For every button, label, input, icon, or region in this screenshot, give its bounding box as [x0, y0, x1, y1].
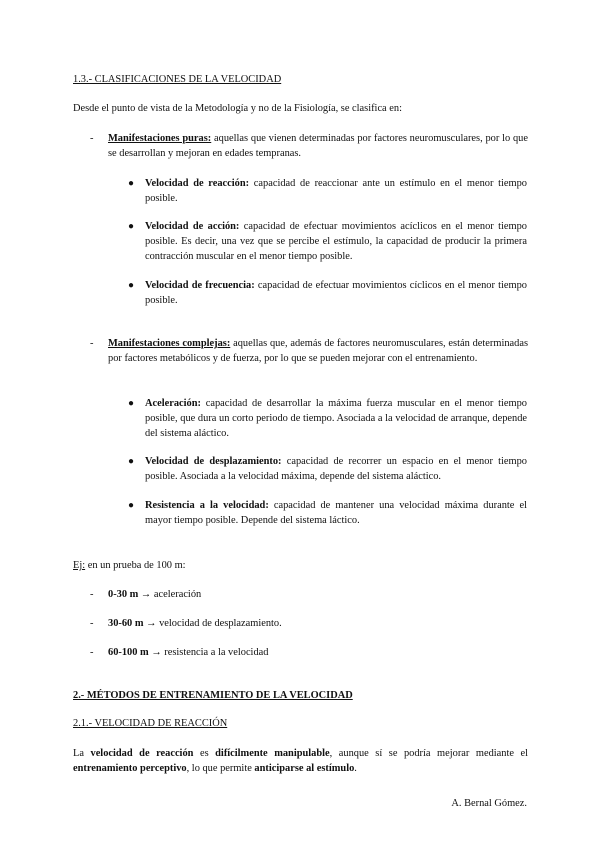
example-row [108, 587, 201, 602]
example-range: 0-30 m [108, 589, 139, 600]
section-title-2-1: 2.1.- VELOCIDAD DE REACCIÓN [73, 718, 228, 729]
example-text: en un prueba de 100 m: [85, 560, 186, 571]
manifestaciones-complejas-label: Manifestaciones complejas: [108, 338, 231, 349]
item-label: Velocidad de acción: [145, 221, 240, 232]
item-text: capacidad de desarrollar la máxima fuerza muscular en el menor tiempo posible, que dura un corto periodo de tiempo. Asociada a la velocidad de arranque, depende del sistema aláctico. [145, 398, 527, 439]
section-title-1-3: 1.3.- CLASIFICACIONES DE LA VELOCIDAD [73, 74, 282, 85]
dash-marker: - [90, 589, 94, 600]
intro-paragraph: Desde el punto de vista de la Metodología y no de la Fisiología, se clasifica en: [73, 103, 402, 114]
bold-run: velocidad de reacción [90, 748, 194, 759]
text-run: es [193, 748, 216, 759]
list-item [145, 219, 527, 264]
bullet-icon: ● [128, 456, 135, 467]
item-label: Velocidad de desplazamiento: [145, 456, 282, 467]
example-row [108, 645, 268, 660]
item-label: Resistencia a la velocidad: [145, 500, 269, 511]
manifestaciones-complejas [108, 336, 528, 366]
item-text: capacidad de mantener una velocidad máxima durante el mayor tiempo posible. Depende del sistema láctico. [145, 500, 527, 526]
example-row-text: aceleración [151, 589, 202, 600]
list-item [145, 278, 527, 308]
section-title-2: 2.- MÉTODOS DE ENTRENAMIENTO DE LA VELOCIDAD [73, 690, 353, 701]
text-run: La [73, 748, 91, 759]
arrow-right-icon: → [151, 647, 162, 658]
example-row [108, 616, 282, 631]
manifestaciones-puras-label: Manifestaciones puras: [108, 133, 212, 144]
dash-marker: - [90, 338, 94, 349]
list-item [145, 498, 527, 528]
section-2-1-paragraph [73, 746, 528, 776]
bullet-icon: ● [128, 221, 135, 232]
list-item [145, 454, 527, 484]
example-label: Ej: [73, 560, 86, 571]
bold-run: anticiparse al estímulo [254, 763, 355, 774]
item-text: capacidad de efectuar movimientos cíclicos en el menor tiempo posible. [145, 280, 528, 306]
dash-marker: - [90, 618, 94, 629]
bullet-icon: ● [128, 398, 135, 409]
item-label: Velocidad de frecuencia: [145, 280, 255, 291]
list-item [145, 176, 527, 206]
arrow-right-icon: → [140, 589, 152, 600]
item-label: Aceleración: [145, 398, 201, 409]
manifestaciones-puras [108, 131, 528, 161]
text-run: . [354, 763, 357, 774]
bold-run: difícilmente manipulable [215, 748, 330, 759]
example-range: 60-100 m [108, 647, 149, 658]
bold-run: entrenamiento perceptivo [73, 763, 187, 774]
example-row-text: resistencia a la velocidad [161, 647, 269, 658]
example-intro [73, 558, 186, 573]
item-text: capacidad de reaccionar ante un estímulo en el menor tiempo posible. [145, 178, 527, 204]
arrow-right-icon: → [146, 618, 157, 629]
example-range: 30-60 m [108, 618, 144, 629]
list-item [145, 396, 527, 441]
text-run: , lo que permite [186, 763, 255, 774]
item-text: capacidad de efectuar movimientos acíclicos en el menor tiempo posible. Es decir, una vez que se percibe el estímulo, la capacidad de producir la primera contracción muscular en el menor tiempo posible. [145, 221, 527, 262]
bullet-icon: ● [128, 178, 135, 189]
example-row-text: velocidad de desplazamiento. [156, 618, 282, 629]
manifestaciones-puras-text: aquellas que vienen determinadas por factores neuromusculares, por lo que se desarrollan y mejoran en edades tempranas. [108, 133, 528, 159]
text-run: , aunque sí se podría mejorar mediante el [329, 748, 528, 759]
item-text: capacidad de recorrer un espacio en el menor tiempo posible. Asociada a la velocidad máxima, depende del sistema aláctico. [145, 456, 527, 482]
manifestaciones-complejas-text: aquellas que, además de factores neuromusculares, están determinadas por factores metabólicos y de fuerza, por lo que se pueden mejorar con el entrenamiento. [108, 338, 528, 364]
footer-author: A. Bernal Gómez. [451, 798, 527, 809]
dash-marker: - [90, 133, 94, 144]
item-label: Velocidad de reacción: [145, 178, 250, 189]
bullet-icon: ● [128, 280, 135, 291]
dash-marker: - [90, 647, 94, 658]
bullet-icon: ● [128, 500, 135, 511]
